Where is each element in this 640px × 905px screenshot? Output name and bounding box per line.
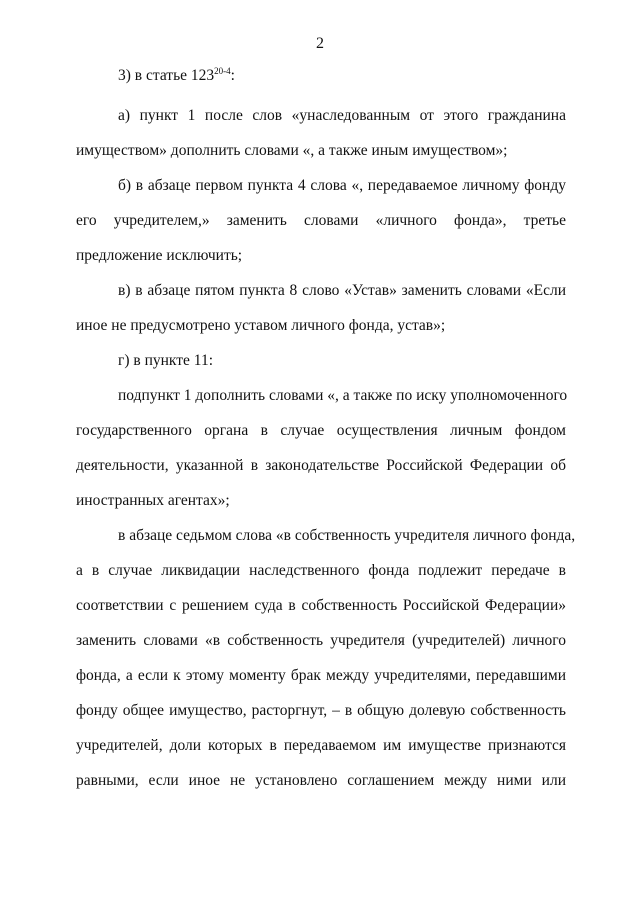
page-number: 2	[316, 35, 324, 52]
article-superscript: 20-4	[214, 65, 231, 76]
paragraph-line: учредителей, доли которых в передаваемом им имуществе признаются	[76, 737, 566, 754]
paragraph-line: иное не предусмотрено уставом личного фонда, устав»;	[76, 317, 446, 334]
paragraph-line: государственного органа в случае осуществления личным фондом	[76, 422, 566, 439]
item-3-heading	[118, 66, 235, 86]
paragraph-line: заменить словами «в собственность учредителя (учредителей) личного	[76, 632, 566, 649]
item-3-colon: :	[230, 67, 235, 84]
paragraph-line: фонду общее имущество, расторгнут, – в общую долевую собственность	[76, 702, 566, 719]
paragraph-line: равными, если иное не установлено соглашением между ними или	[76, 772, 566, 789]
paragraph-line: а в случае ликвидации наследственного фонда подлежит передаче в	[76, 562, 566, 579]
paragraph-line: иностранных агентах»;	[76, 492, 230, 509]
paragraph-line: предложение исключить;	[76, 247, 243, 264]
paragraph-line: деятельности, указанной в законодательстве Российской Федерации об	[76, 457, 566, 474]
paragraph-line: имуществом» дополнить словами «, а также иным имуществом»;	[76, 142, 508, 159]
paragraph-line: подпункт 1 дополнить словами «, а также по иску уполномоченного	[118, 387, 568, 404]
paragraph-line: в абзаце седьмом слова «в собственность учредителя личного фонда,	[118, 527, 576, 544]
item-3-text: 3) в статье 123	[118, 67, 215, 84]
paragraph-line: б) в абзаце первом пункта 4 слова «, передаваемое личному фонду	[118, 177, 566, 194]
paragraph-line: г) в пункте 11:	[118, 352, 214, 369]
paragraph-line: соответствии с решением суда в собственность Российской Федерации»	[76, 597, 566, 614]
paragraph-line: а) пункт 1 после слов «унаследованным от этого гражданина	[118, 107, 566, 124]
paragraph-line: фонда, а если к этому моменту брак между учредителями, передавшими	[76, 667, 566, 684]
paragraph-line: в) в абзаце пятом пункта 8 слово «Устав» заменить словами «Если	[118, 282, 566, 299]
paragraph-line: его учредителем,» заменить словами «личного фонда», третье	[76, 212, 566, 229]
